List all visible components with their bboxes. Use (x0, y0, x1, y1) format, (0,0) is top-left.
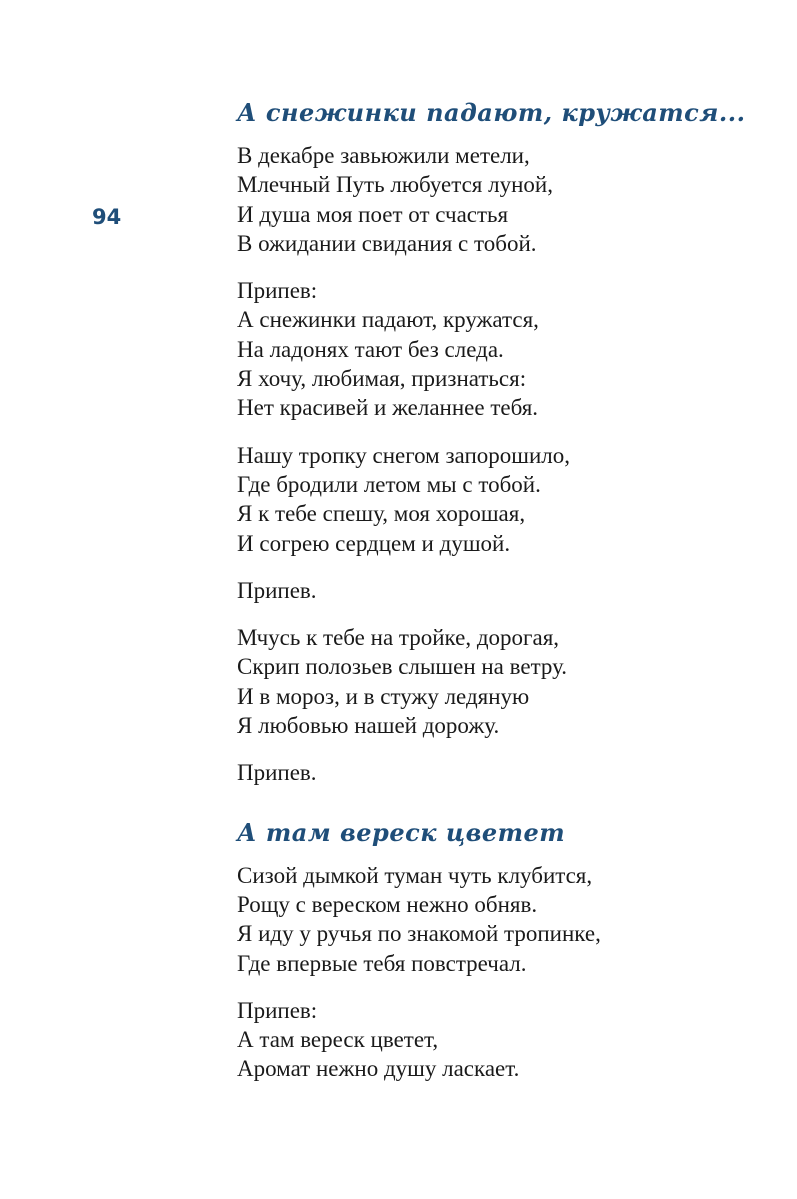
verse-line: В ожидании свидания с тобой. (237, 230, 537, 256)
verse-2 (237, 441, 757, 558)
song-snowflakes (237, 98, 757, 788)
chorus-label: Припев. (237, 760, 317, 786)
verse-line: Рощу с вереском нежно обняв. (237, 891, 538, 917)
chorus (237, 276, 757, 422)
verse-3 (237, 623, 757, 740)
page-number: 94 (92, 205, 122, 229)
chorus-line: Аромат нежно душу ласкает. (237, 1056, 520, 1082)
verse-line: В декабре завьюжили метели, (237, 143, 530, 168)
verse-line: И в мороз, и в стужу ледяную (237, 683, 530, 709)
song-title: А там вереск цветет (237, 817, 566, 847)
chorus-line: На ладонях тают без следа. (237, 336, 504, 362)
chorus-line: А снежинки падают, кружатся, (237, 307, 539, 333)
verse-line: Я любовью нашей дорожу. (237, 713, 500, 739)
chorus (237, 996, 757, 1084)
chorus-label: Припев. (237, 577, 317, 603)
chorus-line: Я хочу, любимая, признаться: (237, 366, 527, 392)
chorus-label: Припев: (237, 997, 318, 1023)
chorus-ref (237, 576, 757, 605)
verse-line: И согрею сердцем и душой. (237, 530, 511, 556)
verse-line: Где впервые тебя повстречал. (237, 950, 527, 976)
song-heather (237, 818, 757, 1084)
verse-line: Я к тебе спешу, моя хорошая, (237, 501, 526, 527)
verse-line: Я иду у ручья по знакомой тропинке, (237, 921, 601, 947)
verse-line: Сизой дымкой туман чуть клубится, (237, 862, 593, 888)
verse-line: Скрип полозьев слышен на ветру. (237, 654, 568, 680)
song-title: А снежинки падают, кружатся... (237, 98, 746, 127)
verse-line: Мчусь к тебе на тройке, дорогая, (237, 625, 560, 651)
verse-1 (237, 861, 757, 978)
page-content (237, 98, 757, 1102)
chorus-ref (237, 758, 757, 787)
chorus-line: А там вереск цветет, (237, 1027, 439, 1053)
verse-line: Млечный Путь любуется луной, (237, 172, 553, 198)
verse-line: И душа моя поет от счастья (237, 201, 509, 227)
verse-line: Нашу тропку снегом запорошило, (237, 442, 571, 468)
chorus-label: Припев: (237, 278, 318, 304)
chorus-line: Нет красивей и желаннее тебя. (237, 395, 539, 421)
verse-line: Где бродили летом мы с тобой. (237, 471, 541, 497)
verse-1 (237, 141, 757, 258)
